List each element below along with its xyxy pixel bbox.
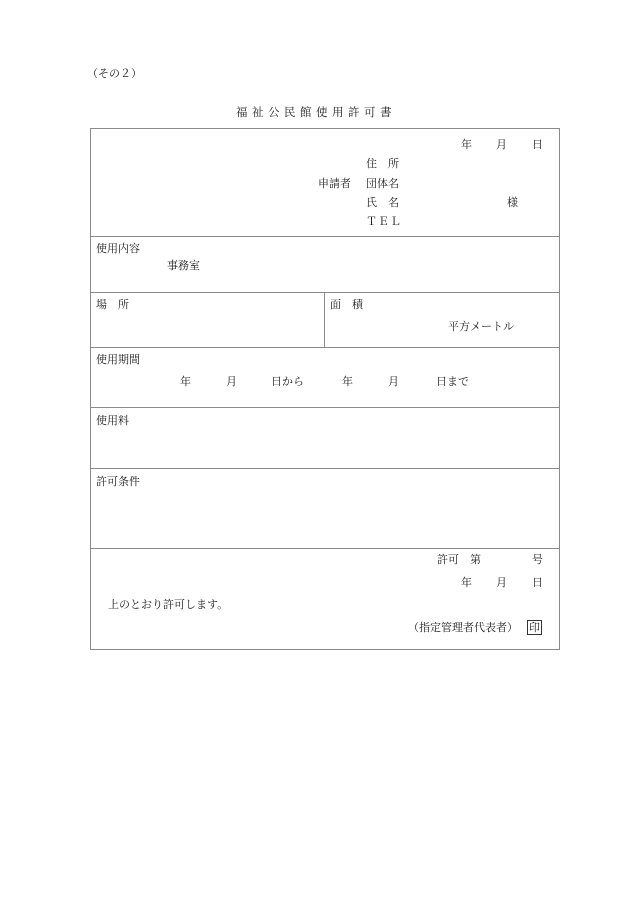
applicant-label: 申請者	[318, 177, 351, 190]
divider-applicant	[90, 236, 560, 237]
permit-statement: 上のとおり許可します。	[108, 598, 229, 611]
period-to-year: 年	[342, 375, 353, 388]
period-to-day: 日まで	[436, 375, 469, 388]
document-title: 福祉公民館使用許可書	[236, 105, 396, 119]
divider-fee	[90, 468, 560, 469]
form-number: （その２）	[87, 67, 142, 80]
honorific: 様	[507, 196, 518, 209]
permit-number-label: 許可 第	[437, 553, 481, 566]
period-to-month: 月	[388, 375, 399, 388]
divider-location	[90, 347, 560, 348]
permit-number-suffix: 号	[532, 553, 543, 566]
period-from-month: 月	[226, 375, 237, 388]
form-frame	[90, 128, 560, 650]
header-date-month: 月	[496, 138, 507, 151]
period-from-year: 年	[180, 375, 191, 388]
permit-date-year: 年	[461, 576, 472, 589]
fee-label: 使用料	[96, 414, 129, 427]
divider-location-area	[324, 292, 325, 348]
header-date-day: 日	[532, 138, 543, 151]
tel-label: ＴＥＬ	[366, 215, 402, 228]
name-label: 氏 名	[366, 196, 399, 209]
conditions-label: 許可条件	[96, 475, 140, 488]
header-date-year: 年	[461, 138, 472, 151]
permit-date-day: 日	[532, 576, 543, 589]
divider-period	[90, 407, 560, 408]
area-unit: 平方メートル	[448, 320, 514, 333]
usage-content-value: 事務室	[167, 259, 200, 272]
seal-mark: 印	[529, 621, 540, 634]
permit-signer: （指定管理者代表者）	[408, 621, 518, 634]
location-label: 場 所	[96, 298, 129, 311]
org-label: 団体名	[366, 177, 399, 190]
divider-usage-content	[90, 292, 560, 293]
period-from-day: 日から	[271, 375, 304, 388]
area-label: 面 積	[330, 298, 363, 311]
divider-conditions	[90, 548, 560, 549]
usage-content-label: 使用内容	[96, 242, 140, 255]
address-label: 住 所	[366, 157, 399, 170]
period-label: 使用期間	[96, 353, 140, 366]
permit-date-month: 月	[496, 576, 507, 589]
